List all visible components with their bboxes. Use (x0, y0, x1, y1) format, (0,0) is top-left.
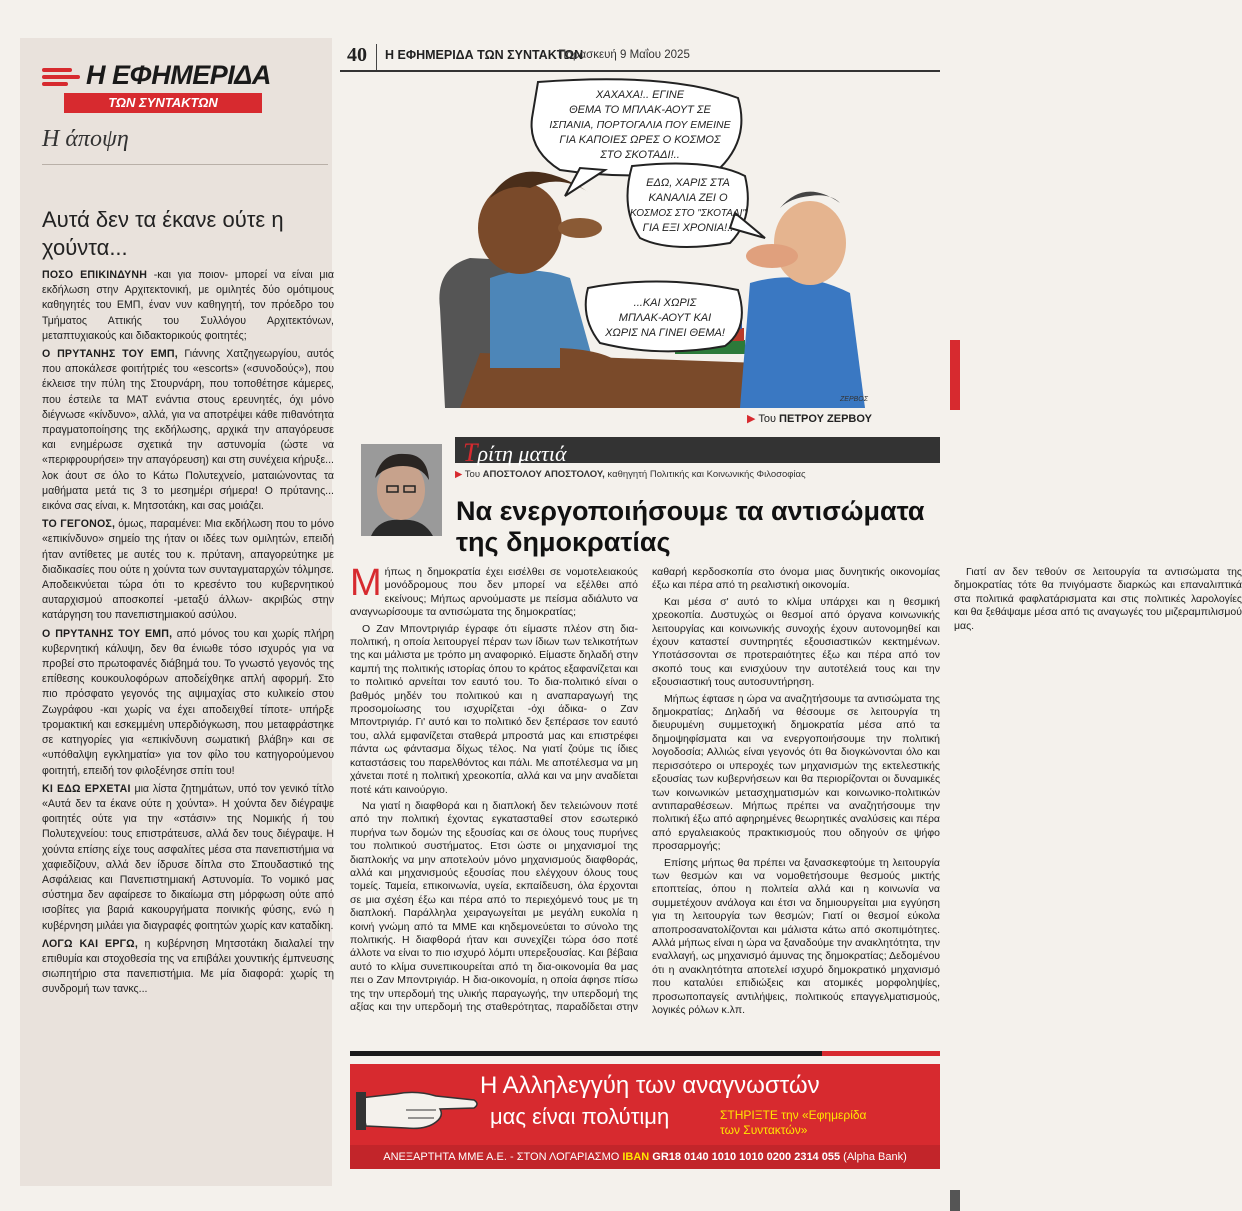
left-figure-nose (558, 218, 602, 238)
article-paragraph: Γιατί αν δεν τεθούν σε λειτουργία τα αντισώματα της δημοκρατίας τότε θα πνιγόμαστε διαρκώς και επαναλιπτικά στα πολιτικά φαφλατάρισματα και στις πολιτικές λαρολογίες και θα ξεθάψαμε μέσα από τις αναγωγές του μιζεραμπιλισμού μας. (954, 566, 1242, 632)
political-cartoon (420, 78, 870, 408)
paragraph-text: η κυβέρνηση Μητσοτάκη διαλαλεί την επιθυμία και στοχοθεσία της να επιβάλει χουντικής έμπνευσης σιωπητήριο στα πανεπιστήμια. Με μία διαφορά: χωρίς τη συνδρομή των τανκς... (42, 937, 335, 996)
issue-date: Παρασκευή 9 Μαΐου 2025 (558, 49, 690, 61)
ad-subtitle: μας είναι πολύτιμη (490, 1104, 670, 1129)
bubble1-line: ΙΣΠΑΝΙΑ, ΠΟΡΤΟΓΑΛΙΑ ΠΟΥ ΕΜΕΙΝΕ (549, 119, 731, 131)
opinion-paragraph (42, 782, 334, 934)
column-label-initial: Τ (463, 438, 478, 467)
byline-name: ΑΠΟΣΤΟΛΟΥ ΑΠΟΣΤΟΛΟΥ, (482, 469, 605, 480)
article-headline: Να ενεργοποιήσουμε τα αντισώματα της δημοκρατίας (456, 496, 925, 557)
page-edge-mark (950, 340, 960, 410)
right-figure-head (774, 201, 846, 285)
opinion-paragraph (42, 627, 334, 779)
paragraph-lead: ΠΟΣΟ ΕΠΙΚΙΝΔΥΝΗ (42, 269, 148, 281)
arrow-icon: ▶ (747, 413, 756, 425)
page-number: 40 (347, 44, 367, 66)
article-paragraph (350, 562, 638, 620)
paragraph-lead: ΛΟΓΩ ΚΑΙ ΕΡΓΩ, (42, 937, 138, 950)
byline-prefix: Του (464, 469, 481, 480)
bubble1-line: ΘΕΜΑ ΤΟ ΜΠΛΑΚ-ΑΟΥΤ ΣΕ (569, 104, 711, 116)
iban-number: GR18 0140 1010 1010 0200 2314 055 (649, 1151, 841, 1163)
paragraph-lead: Ο ΠΡΥΤΑΝΗΣ ΤΟΥ ΕΜΠ, (42, 348, 178, 361)
ad-support-line: των Συντακτών» (720, 1123, 808, 1137)
pointing-hand-icon (356, 1076, 481, 1136)
paragraph-text: Γιάννης Χατζηγεωργίου, αυτός που αποκάλεσε φοιτήτριές του «escorts» («συνοδούς»), που έκλεισε την πύλη της Στουρνάρη, που τοποθέτησε κάμερες, που έστειλε τα ΜΑΤ ενάντια στους ερευνητές, όχι μόνο διέγνωσε «κίνδυνο», αλλά, για να αποτρέψει κάθε πιθανότητα πραγματοποίησης της εκδήλωσης, αρχικά την απαγόρευσε και ενημέρωσε σχετικά την αστυνομία (ώστε να «περιφρουρήσει» την απαγόρευση) και στη συνέχεια κήρυξε... λοκ άουτ σε όλο το Κάτω Πολυτεχνείο, ματαιώνοντας τα μαθήματα μετά τις 3 το μεσημέρι σήμερα! Ο πρύτανης... εικόνα σας είναι, κ. Μητσοτάκη, και σας μοιάζει. (42, 348, 334, 513)
ad-support-line: ΣΤΗΡΙΞΤΕ την «Εφημερίδα (720, 1108, 867, 1122)
right-figure-nose (746, 244, 798, 268)
opinion-headline: Αυτά δεν τα έκανε ούτε η χούντα... (42, 207, 284, 260)
drop-cap: Μ (350, 562, 382, 604)
bubble2-line: ΚΟΣΜΟΣ ΣΤΟ "ΣΚΟΤΑΔΙ" (630, 208, 746, 219)
paragraph-lead: ΤΟ ΓΕΓΟΝΟΣ, (42, 518, 116, 531)
paragraph-lead: Ο ΠΡΥΤΑΝΗΣ ΤΟΥ ΕΜΠ, (42, 627, 173, 640)
bubble2-line: ΕΔΩ, ΧΑΡΙΣ ΣΤΑ (646, 177, 730, 189)
ad-stripe (350, 1051, 940, 1056)
opinion-paragraph (42, 268, 334, 344)
paragraph-text: -και για ποιον- μπορεί να είναι μια εκδήλωση στην Αρχιτεκτονική, με ομιλητές δύο ομότιμους καθηγητές του ΕΜΠ, έναν νυν καθηγητή, τον πρόεδρο του Τμήματος Αττικής του Συλλόγου Αρχιτεκτόνων, μεταπτυχιακούς και διδακτορικούς φοιτητές; (42, 269, 334, 342)
header-rule (340, 70, 940, 72)
opinion-body (42, 268, 334, 1001)
article-paragraph: Να γιατί η διαφθορά και η διαπλοκή δεν τελειώνουν ποτέ από την πολιτική έχοντας εγκατασταθεί στον εσωτερικό πυρήνα των δομών της εξουσίας και σε όλους τους πυρήνες του πολιτικού συστήματος. Ετσι ώστε οι μηχανισμοί της διαπλοκής να μην αποτελούν μόνο μηχανισμούς διαφθοράς, αλλά και μηχανισμούς εξουσίας που ελέγχουν όλους τους τομείς. Ταμεία, επικοινωνία, υγεία, εκπαίδευση, όλα έρχονται σε μια σχέση έξω και πέρα από το περιεχόμενό τους με τη διαπλοκή. Παράλληλα χειραγωγείται με μεγάλη ευκολία η κοινή γνώμη από τα ΜΜΕ και κηδεμονεύεται το σύνολο της πολιτικής. Η διαφθορά ήταν και συνεχίζει τώρα όσο ποτέ άλλοτε να είναι το πιο ισχυρό λόμπι υπερεξουσίας. Και βέβαια αυτό το κλίμα συνεπικουρείται από τη δια-οικονομία θα μας πει ο Ζαν Μποντριγιάρ. Η δια-οικονομία, η οποία άφησε πίσω της την υπερδομή της υλικής παραγωγής, την υπερδομή της αξίας και την υπερδομή της σταθερότητας, παραδίδεται στην καθαρή κερδοσκοπία στο όνομα μιας δυνητικής οικονομίας έξω και πέρα από τη ρεαλιστική οικονομία. (350, 566, 940, 1013)
bubble1-line: ΧΑΧΑΧΑ!.. ΕΓΙΝΕ (595, 89, 685, 101)
paragraph-lead: ΚΙ ΕΔΩ ΕΡΧΕΤΑΙ (42, 782, 131, 795)
article-paragraph: Μήπως έφτασε η ώρα να αναζητήσουμε τα αντισώματα της δημοκρατίας; Δηλαδή να θέσουμε σε λειτουργία τη διευρυμένη συμμετοχική δημοκρατία μέσα από τα δημοψηφίσματα και να ενεργοποιήσουμε την πολιτική λογοδοσία; Αλλιώς είναι γεγονός ότι θα διογκώνονται όλο και περισσότερο οι υπεροχές των μηχανισμών της εκτελεστικής εξουσίας των κυβερνήσεων και θα περιορίζονται οι δυναμικές των κοινωνικών μετασχηματισμών και κοινωνικο-πολιτικών αντιπαραθέσεων. Μήπως πρέπει να αναζητήσουμε την πολιτική έξω από αφηρημένες θεωρητικές αναλύσεις και πέρα από εργαλειακούς πρακτικισμούς που οδηγούν σε ψήφο προσαρμογής; (652, 692, 940, 853)
bubble3-line: ...ΚΑΙ ΧΩΡΙΣ (633, 297, 697, 309)
masthead-title: Η ΕΦΗΜΕΡΙΔΑ (86, 60, 271, 90)
section-divider (42, 164, 328, 165)
right-figure-shirt (740, 277, 865, 408)
speed-lines-icon (42, 62, 82, 90)
arrow-icon: ▶ (455, 469, 463, 480)
byline-role: καθηγητή Πολιτικής και Κοινωνικής Φιλοσοφίας (604, 469, 806, 480)
paragraph-text: μια λίστα ζητημάτων, υπό τον γενικό τίτλο «Αυτά δεν τα έκανε ούτε η χούντα». Η χούντα δεν διέγραψε φοιτητές ούτε για την «στάσιν» της Νομικής ή του Πολυτεχνείου: τους επιστράτευσε, αλλά δεν τους διέγραψε. Η χούντα επίσης είχε τους ασφαλίτες μέσα στα πανεπιστήμια να χαφιεδίζουν, αλλά δεν ίδρυσε δίπλα στο Σπουδαστικό της Ασφάλειας και Πανεπιστημιακή Αστυνομία. Το νομικό μας σύστημα δεν αφαίρεσε το δικαίωμα στη μόρφωση ούτε από ισοβίτες για βαριά κακουργήματα ποινικής φύσης, ενώ η κυβέρνηση μιλάει για διαγραφές φοιτητών χωρίς καν καταδίκη. (42, 782, 335, 932)
iban-label: IBAN (622, 1151, 650, 1163)
article-paragraph: Και μέσα σ' αυτό το κλίμα υπάρχει και η θεσμική χρεοκοπία. Δυστυχώς οι θεσμοί από όργανα κοινωνικής λειτουργίας και κοινωνικής συνοχής έχουν αυτονομηθεί και έχουν καταστεί συντηρητές εξουσιαστικών κεκτημένων. Υποτάσσονται σε προτεραιότητες έξω και πέρα από τον σκοπό τους και ενισχύουν την αυτοτέλειά τους και την εξουσιαστική τους αυτοσυντήρηση. (652, 595, 940, 689)
bubble3-line: ΧΩΡΙΣ ΝΑ ΓΙΝΕΙ ΘΕΜΑ! (605, 327, 725, 339)
credit-name: ΠΕΤΡΟΥ ΖΕΡΒΟΥ (779, 413, 872, 425)
opinion-paragraph (42, 937, 334, 998)
cartoonist-signature: ΖΕΡΒΟΣ (840, 396, 868, 403)
column-label-text: ρίτη ματιά (477, 441, 567, 466)
cartoon-credit (747, 412, 872, 425)
column-label (463, 438, 567, 468)
page-edge-mark (950, 1190, 960, 1211)
article-paragraph: Ο Ζαν Μποντριγιάρ έγραφε ότι είμαστε πλέον στη δια-πολιτική, η οποία λειτουργεί πέραν των ίδιων των τελικοτήτων της και μάλιστα με τρόπο μη αναφορικό. Είμαστε δηλαδή στην καμπή της πολιτικής ιστορίας όπου το κράτος εξαφανίζεται και το πολιτικό αρνείται τον εαυτό του. Το δια-πολιτικό είναι ο βαθμός μηδέν του πολιτικού και η αναπαραγωγή της προσομοίωσης του ισχυρίζεται -όχι άδικα- ο Ζαν Μποντριγιάρ. Γι' αυτό και το πολιτικό δεν ξεπέρασε τον εαυτό του, αλλά εμφανίζεται σταθερά μπροστά μας και επιστρέφει πάντα ως φάντασμα δίχως τέλος. Να γιατί ζούμε τις ίδιες καταστάσεις του παρελθόντος και πάλι. Με αποτέλεσμα να μη χάνεται ποτέ η πολιτική χρεοκοπία, αλλά και να μην αναδίεται ποτέ κάτι καινούργιο. (350, 622, 638, 796)
left-figure-head (478, 182, 562, 274)
bubble2-line: ΓΙΑ ΕΞΙ ΧΡΟΝΙΑ!.. (642, 222, 734, 234)
header-divider (376, 44, 377, 70)
opinion-column (20, 38, 335, 1186)
ad-support-text (720, 1108, 920, 1138)
article-byline (455, 469, 806, 480)
paragraph-text: όμως, παραμένει: Μια εκδήλωση που το μόνο «επικίνδυνο» σημείο της ήταν οι ιδέες των ομιλητών, επειδή ήταν αντίθετες με αυτές του κ. πρύτανη, απαγορεύτηκε με διαδικασίες που ούτε η χούντα των συνταγματαρχών τόλμησε. Αποδεικνύεται τώρα ότι το κρεσέντο του κυβερνητικού αυταρχισμού αποσκοπεί -μεταξύ άλλων- ακριβώς στην κατάργηση του πανεπιστημιακού ασύλου. (42, 518, 334, 622)
ad-footer (350, 1145, 940, 1169)
author-photo (361, 444, 442, 536)
solidarity-ad[interactable] (350, 1064, 940, 1169)
opinion-paragraph (42, 517, 334, 623)
bubble2-line: ΚΑΝΑΛΙΑ ΖΕΙ Ο (648, 192, 728, 204)
bubble1-line: ΣΤΟ ΣΚΟΤΑΔΙ!.. (600, 149, 680, 161)
bank-name: (Alpha Bank) (840, 1151, 907, 1163)
paragraph-text: από μόνος του και χωρίς πλήρη κυβερνητική κάλυψη, δεν θα ένιωθε τόσο ισχυρός για να προβεί στο πρωτοφανές διάβημά του. Το γνωστό γεγονός της επίθεσης κουκουλοφόρων αποδείχθηκε απλή αφορμή. Στο πιο πρόσφατο γεγονός της αψιμαχίας στο κυλικείο στου Ζωγράφου -και χωρίς να έχει αποδειχθεί τίποτε- υπήρξε τρομακτική και εσκεμμένη υπερδιόγκωση, που μεταφράστηκε σε κατηγορίες για «επικίνδυνη σωματική βλάβη» και σε «υπόθαλψη εγκληματία» για τον φίλο του κατηγορούμενου φοιτητή, επειδή τον φιλοξένησε σπίτι του! (42, 627, 334, 777)
left-figure-hand (560, 348, 625, 373)
author-portrait (361, 444, 442, 536)
ad-footer-text: ΑΝΕΞΑΡΤΗΤΑ ΜΜΕ Α.Ε. - ΣΤΟΝ ΛΟΓΑΡΙΑΣΜΟ (383, 1151, 623, 1163)
masthead-subtitle: ΤΩΝ ΣΥΝΤΑΚΤΩΝ (64, 93, 262, 113)
section-label: Η άποψη (42, 126, 129, 152)
opinion-paragraph (42, 347, 334, 514)
bubble3-line: ΜΠΛΑΚ-ΑΟΥΤ ΚΑΙ (618, 312, 712, 324)
ad-title: Η Αλληλεγγύη των αναγνωστών (480, 1072, 820, 1099)
credit-prefix: Του (758, 413, 776, 425)
article-body (350, 562, 1242, 1036)
paper-name: Η ΕΦΗΜΕΡΙΔΑ ΤΩΝ ΣΥΝΤΑΚΤΩΝ (385, 48, 584, 62)
bubble1-line: ΓΙΑ ΚΑΠΟΙΕΣ ΩΡΕΣ Ο ΚΟΣΜΟΣ (559, 134, 721, 146)
paragraph-text: ήπως η δημοκρατία έχει εισέλθει σε νομοτελειακούς μονόδρομους που δεν μπορεί να εξέλθει από εκείνους; Μήπως αρνούμαστε με πείσμα αδιάλυτο να αναγνωρίσουμε τα αντισώματα της δημοκρατίας; (350, 566, 638, 619)
article-paragraph: Επίσης μήπως θα πρέπει να ξανασκεφτούμε τη λειτουργία των θεσμών και να νομοθετήσουμε θεσμούς μικτής εποπτείας, όπου η πολιτεία αλλά και η κοινωνία να συμμετέχουν ανάλογα και έτσι να δημιουργείται μια εγγύηση για τη λειτουργία των θεσμών; Γιατί οι θεσμοί εύκολα αποπροσανατολίζονται και μάλιστα κάτω από σκοπιμότητες. Αλλά μήπως είναι η ώρα να ξαναδούμε την ανακλητότητα, την εναλλαγή, ως μηχανισμό άμυνας της δημοκρατίας; Δεδομένου ότι η ανακλητότητα αποτελεί ισχυρό δημοκρατικό μηχανισμό που καταλύει επιδιώξεις και ατομικές μορφοληψίες, προσωποπαγείς αντιλήψεις, πολιτικούς επαγγελματισμούς, λογικές ρόλων κ.λπ. (652, 856, 940, 1016)
